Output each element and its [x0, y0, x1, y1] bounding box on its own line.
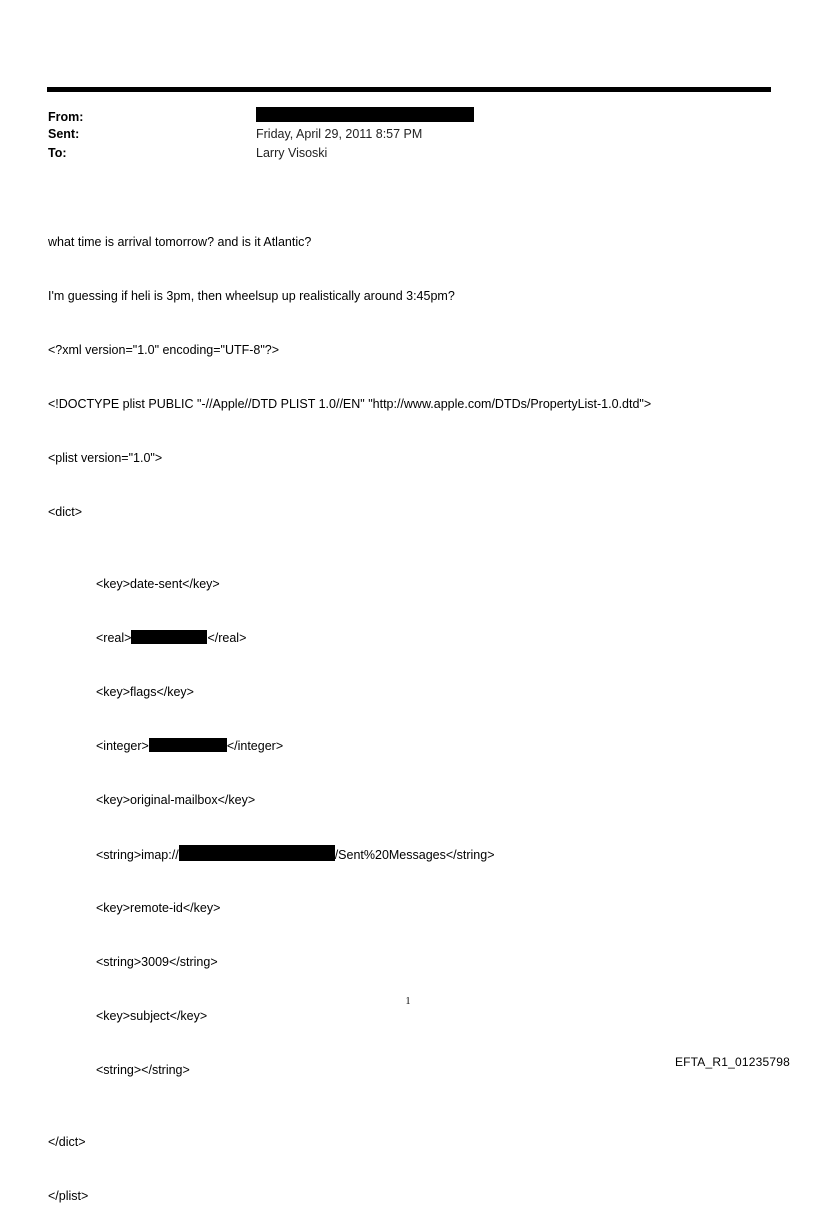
header-rule	[47, 87, 771, 92]
imap-line	[48, 845, 651, 863]
key-subject: <key>subject</key>	[96, 1009, 208, 1023]
string-3009: <string>3009</string>	[96, 955, 218, 969]
email-body	[48, 197, 651, 1223]
from-label: From:	[48, 110, 84, 124]
body-line: I'm guessing if heli is 3pm, then wheelsup up realistically around 3:45pm?	[48, 289, 455, 303]
dict-close: </dict>	[48, 1135, 86, 1149]
doctype-line: <!DOCTYPE plist PUBLIC "-//Apple//DTD PLIST 1.0//EN" "http://www.apple.com/DTDs/PropertyList-1.0.dtd">	[48, 397, 652, 411]
imap-close-tag: /Sent%20Messages</string>	[334, 848, 495, 862]
integer-redaction	[149, 738, 227, 752]
integer-close-tag: </integer>	[226, 739, 284, 753]
to-value: Larry Visoski	[256, 146, 328, 160]
key-flags: <key>flags</key>	[96, 685, 194, 699]
key-original-mailbox: <key>original-mailbox</key>	[96, 793, 256, 807]
key-date-sent: <key>date-sent</key>	[96, 577, 220, 591]
key-remote-id: <key>remote-id</key>	[96, 901, 221, 915]
real-line	[48, 629, 651, 647]
real-open-tag: <real>	[96, 631, 132, 645]
from-value	[256, 107, 474, 124]
real-redaction	[131, 630, 207, 644]
plist-open: <plist version="1.0">	[48, 451, 163, 465]
integer-line	[48, 737, 651, 755]
real-close-tag: </real>	[207, 631, 247, 645]
integer-open-tag: <integer>	[96, 739, 149, 753]
to-label: To:	[48, 146, 67, 160]
sent-value: Friday, April 29, 2011 8:57 PM	[256, 127, 423, 141]
dict-open: <dict>	[48, 505, 83, 519]
page-number: 1	[405, 996, 411, 1007]
from-redaction	[256, 107, 474, 122]
body-line: what time is arrival tomorrow? and is it Atlantic?	[48, 235, 312, 249]
imap-redaction	[179, 845, 335, 861]
string-empty: <string></string>	[96, 1063, 190, 1077]
imap-open-tag: <string>imap://	[96, 848, 179, 862]
bates-number: EFTA_R1_01235798	[674, 1055, 790, 1069]
sent-label: Sent:	[48, 127, 80, 141]
plist-close: </plist>	[48, 1189, 89, 1203]
xml-declaration: <?xml version="1.0" encoding="UTF-8"?>	[48, 343, 280, 357]
